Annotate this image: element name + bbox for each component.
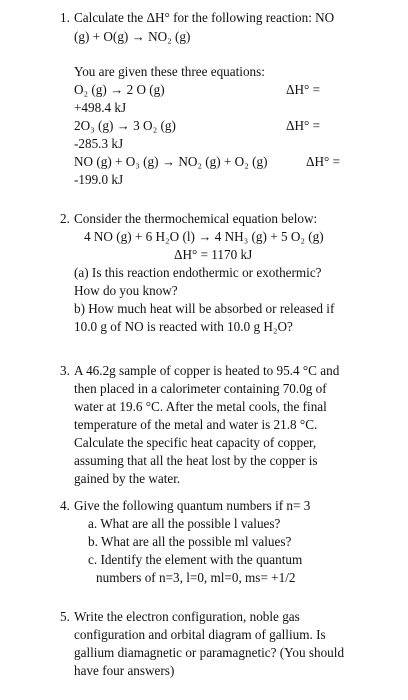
q4-part-c-line1: c. Identify the element with the quantum — [88, 552, 303, 567]
q1-eq3: NO (g) + O₃ (g) → NO₂ (g) + O₂ (g) — [74, 154, 268, 169]
q4-part-b: b. What are all the possible ml values? — [88, 534, 292, 549]
q1-eq1-dh: ΔH° = — [286, 82, 321, 97]
q1-eq1-value: +498.4 kJ — [74, 100, 127, 115]
q2-line1: Consider the thermochemical equation below: — [74, 211, 318, 226]
q5-line: Write the electron configuration, noble gas — [74, 609, 300, 624]
q2-part-a-line2: How do you know? — [74, 283, 178, 298]
q3-line: A 46.2g sample of copper is heated to 95.4 °C and — [74, 363, 340, 378]
q5-number: 5. — [60, 609, 70, 624]
q1-eq2: 2O₃ (g) → 3 O₂ (g) — [74, 118, 176, 133]
q4-part-c-line2: numbers of n=3, l=0, ml=0, ms= +1/2 — [96, 570, 296, 585]
q5-line: configuration and orbital diagram of gallium. Is — [74, 627, 326, 642]
q1-eq3-dh: ΔH° = — [306, 154, 341, 169]
q5-line: gallium diamagnetic or paramagnetic? (You should — [74, 645, 345, 660]
q1-eq2-value: -285.3 kJ — [74, 136, 124, 151]
q1-number: 1. — [60, 10, 70, 25]
q1-eq3-value: -199.0 kJ — [74, 172, 124, 187]
q2-number: 2. — [60, 211, 70, 226]
q5-line: have four answers) — [74, 663, 175, 678]
q1-given: You are given these three equations: — [74, 64, 265, 79]
q3-line: water at 19.6 °C. After the metal cools, the final — [74, 399, 327, 414]
q3-line: Calculate the specific heat capacity of copper, — [74, 435, 317, 450]
q1-line2: (g) + O(g) → NO₂ (g) — [74, 29, 191, 44]
q3-line: assuming that all the heat lost by the copper is — [74, 453, 318, 468]
q3-line: temperature of the metal and water is 21.8 °C. — [74, 417, 318, 432]
q3-line: then placed in a calorimeter containing 70.0g of — [74, 381, 327, 396]
q2-part-b-line2: 10.0 g of NO is reacted with 10.0 g H₂O? — [74, 319, 293, 334]
q2-part-b-line1: b) How much heat will be absorbed or released if — [74, 301, 335, 316]
q2-enthalpy: ΔH° = 1170 kJ — [174, 247, 253, 262]
q2-part-a-line1: (a) Is this reaction endothermic or exothermic? — [74, 265, 322, 280]
q4-number: 4. — [60, 498, 70, 513]
q2-equation: 4 NO (g) + 6 H₂O (l) → 4 NH₃ (g) + 5 O₂ (g) — [84, 229, 324, 244]
q1-line1: Calculate the ΔH° for the following reaction: NO — [74, 10, 335, 25]
q1-eq1: O₂ (g) → 2 O (g) — [74, 82, 165, 97]
q4-line1: Give the following quantum numbers if n= 3 — [74, 498, 311, 513]
q4-part-a: a. What are all the possible l values? — [88, 516, 281, 531]
q3-number: 3. — [60, 363, 70, 378]
q1-eq2-dh: ΔH° = — [286, 118, 321, 133]
q3-line: gained by the water. — [74, 471, 181, 486]
